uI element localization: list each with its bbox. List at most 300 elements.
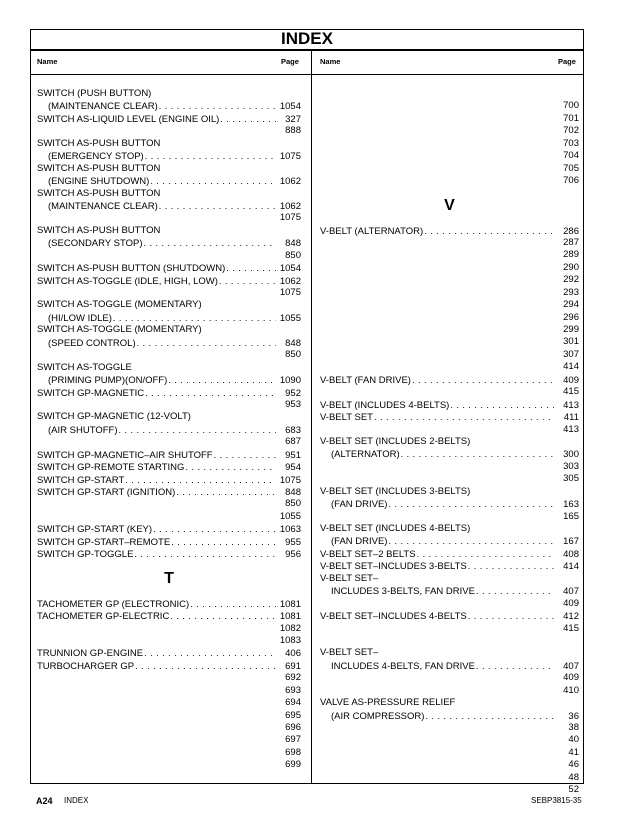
page-number: 692 bbox=[285, 672, 301, 684]
page-number: 52 bbox=[568, 784, 579, 796]
index-entry bbox=[37, 387, 301, 399]
page-number: 415 bbox=[563, 622, 579, 634]
page-number: 38 bbox=[568, 722, 579, 733]
entry-name: V-BELT SET bbox=[320, 412, 373, 424]
index-entry bbox=[37, 337, 301, 349]
index-entry bbox=[37, 225, 301, 237]
dot-leader bbox=[412, 374, 554, 386]
index-entry bbox=[320, 560, 579, 572]
entry-name: SWITCH AS-TOGGLE (MOMENTARY) bbox=[37, 299, 202, 311]
index-entry bbox=[37, 734, 301, 746]
right-page-header: Page bbox=[558, 57, 576, 66]
entry-name: V-BELT SET (INCLUDES 4-BELTS) bbox=[320, 523, 471, 534]
page-number: 703 bbox=[563, 137, 579, 149]
index-entry bbox=[320, 585, 579, 597]
page-number: 303 bbox=[563, 460, 579, 472]
index-entry bbox=[37, 125, 301, 137]
index-entry bbox=[37, 312, 301, 324]
page-number: 293 bbox=[563, 286, 579, 298]
page-number: 413 bbox=[563, 423, 579, 435]
index-entry bbox=[320, 100, 579, 112]
index-entry bbox=[37, 250, 301, 262]
page-number: 46 bbox=[568, 759, 579, 771]
page-number: 413 bbox=[563, 399, 579, 411]
index-entry bbox=[37, 474, 301, 486]
entry-name: SWITCH AS-PUSH BUTTON bbox=[37, 187, 161, 199]
entry-name: (AIR SHUTOFF) bbox=[48, 424, 118, 436]
index-entry bbox=[37, 647, 301, 659]
dot-leader bbox=[145, 387, 276, 399]
index-entry bbox=[37, 623, 301, 635]
entry-name: TACHOMETER GP-ELECTRIC bbox=[37, 611, 170, 623]
index-entry bbox=[320, 274, 579, 286]
entry-name: SWITCH GP-TOGGLE bbox=[37, 549, 134, 561]
entry-name: SWITCH GP-START (IGNITION) bbox=[37, 487, 176, 498]
page-number: 696 bbox=[285, 722, 301, 733]
dot-leader bbox=[374, 411, 554, 423]
dot-leader bbox=[153, 523, 276, 535]
page-number: 1075 bbox=[279, 474, 301, 486]
page-number: 408 bbox=[563, 548, 579, 560]
dot-leader bbox=[425, 710, 554, 722]
dot-leader bbox=[388, 498, 554, 510]
index-entry bbox=[37, 374, 301, 386]
page-number: 706 bbox=[563, 175, 579, 187]
footer-page-ref: A24 bbox=[36, 796, 53, 806]
index-entry bbox=[37, 548, 301, 560]
index-entry bbox=[37, 672, 301, 684]
entry-name: V-BELT SET–INCLUDES 4-BELTS bbox=[320, 611, 467, 623]
dot-leader bbox=[476, 660, 554, 672]
page-number: 287 bbox=[563, 236, 579, 248]
page-number: 848 bbox=[285, 337, 301, 349]
entry-name: SWITCH AS-PUSH BUTTON bbox=[37, 162, 161, 174]
page-title: INDEX bbox=[281, 29, 333, 48]
entry-name: V-BELT SET (INCLUDES 2-BELTS) bbox=[320, 435, 471, 447]
index-entry bbox=[320, 262, 579, 274]
page-number: 693 bbox=[285, 684, 301, 696]
dot-leader bbox=[137, 337, 276, 349]
entry-name: (ALTERNATOR) bbox=[331, 449, 400, 461]
page-number: 1063 bbox=[279, 524, 301, 536]
page-number: 296 bbox=[563, 311, 579, 323]
page-number: 700 bbox=[563, 100, 579, 112]
entry-name: V-BELT SET–2 BELTS bbox=[320, 548, 416, 560]
index-entry bbox=[320, 598, 579, 610]
page-number: 683 bbox=[285, 424, 301, 436]
entry-name: SWITCH (PUSH BUTTON) bbox=[37, 88, 152, 99]
entry-name: V-BELT SET–INCLUDES 3-BELTS bbox=[320, 561, 467, 573]
dot-leader bbox=[145, 150, 276, 162]
index-entry bbox=[37, 598, 301, 610]
page-number: 409 bbox=[563, 672, 579, 684]
index-entry bbox=[320, 237, 579, 249]
index-entry bbox=[37, 150, 301, 162]
index-entry bbox=[320, 623, 579, 635]
dot-leader bbox=[171, 536, 276, 548]
page-number: 951 bbox=[285, 449, 301, 461]
page-number: 286 bbox=[563, 225, 579, 237]
entry-name: SWITCH AS-PUSH BUTTON (SHUTDOWN) bbox=[37, 263, 226, 275]
index-entry bbox=[320, 461, 579, 473]
index-entry bbox=[37, 299, 301, 311]
entry-name: (EMERGENCY STOP) bbox=[48, 151, 144, 163]
page-number: 327 bbox=[285, 113, 301, 125]
page-number: 687 bbox=[285, 436, 301, 448]
dot-leader bbox=[168, 374, 276, 386]
dot-leader bbox=[185, 461, 276, 473]
page-number: 1075 bbox=[279, 212, 301, 224]
entry-name: (FAN DRIVE) bbox=[331, 536, 388, 548]
dot-leader bbox=[468, 610, 554, 622]
entry-name: SWITCH AS-PUSH BUTTON bbox=[37, 224, 161, 236]
dot-leader bbox=[113, 312, 276, 324]
page-number: 40 bbox=[568, 734, 579, 746]
dot-leader bbox=[176, 486, 276, 498]
page-number: 694 bbox=[285, 697, 301, 709]
page-number: 705 bbox=[563, 162, 579, 174]
entry-name: SWITCH GP-MAGNETIC–AIR SHUTOFF bbox=[37, 449, 213, 461]
dot-leader bbox=[135, 660, 276, 672]
entry-name: (FAN DRIVE) bbox=[331, 499, 388, 511]
entry-name: SWITCH AS-TOGGLE bbox=[37, 361, 132, 373]
index-entry bbox=[320, 710, 579, 722]
index-entry bbox=[37, 138, 301, 150]
entry-name: SWITCH GP-START (KEY) bbox=[37, 524, 153, 536]
entry-name: (SPEED CONTROL) bbox=[48, 337, 136, 349]
page-number: 1081 bbox=[279, 611, 301, 623]
index-entry bbox=[37, 449, 301, 461]
dot-leader bbox=[125, 474, 276, 486]
page-number: 695 bbox=[285, 709, 301, 721]
page-number: 850 bbox=[285, 349, 301, 361]
index-entry bbox=[37, 536, 301, 548]
dot-leader bbox=[170, 610, 276, 622]
index-entry bbox=[320, 610, 579, 622]
index-entry bbox=[320, 511, 579, 523]
page-number: 414 bbox=[563, 361, 579, 373]
page-number: 415 bbox=[563, 386, 579, 398]
index-entry bbox=[320, 647, 579, 659]
entry-name: SWITCH AS-PUSH BUTTON bbox=[37, 137, 161, 149]
index-entry bbox=[37, 660, 301, 672]
index-entry bbox=[320, 361, 579, 373]
index-entry bbox=[37, 747, 301, 759]
footer-doc-number: SEBP3815-35 bbox=[531, 796, 582, 805]
index-entry bbox=[320, 374, 579, 386]
page-number: 414 bbox=[563, 561, 579, 573]
footer-section: INDEX bbox=[64, 796, 89, 805]
index-entry bbox=[320, 113, 579, 125]
index-entry bbox=[320, 349, 579, 361]
page-number: 699 bbox=[285, 759, 301, 771]
index-entry bbox=[37, 163, 301, 175]
entry-name: (PRIMING PUMP)(ON/OFF) bbox=[48, 375, 168, 387]
entry-name: TURBOCHARGER GP bbox=[37, 660, 135, 672]
index-entry bbox=[320, 324, 579, 336]
dot-leader bbox=[119, 424, 277, 436]
entry-name: V-BELT SET (INCLUDES 3-BELTS) bbox=[320, 485, 471, 497]
right-index-column bbox=[320, 88, 579, 797]
dot-leader bbox=[220, 113, 276, 125]
index-entry bbox=[320, 548, 579, 560]
index-entry bbox=[320, 523, 579, 535]
page-number: 409 bbox=[563, 374, 579, 386]
index-entry bbox=[320, 697, 579, 709]
index-entry bbox=[37, 88, 301, 100]
page-number: 407 bbox=[563, 586, 579, 598]
page-number: 41 bbox=[568, 746, 579, 758]
index-entry bbox=[37, 362, 301, 374]
page-number: 406 bbox=[285, 648, 301, 660]
index-entry bbox=[320, 299, 579, 311]
entry-name: (HI/LOW IDLE) bbox=[48, 312, 112, 324]
dot-leader bbox=[468, 560, 554, 572]
page-number: 407 bbox=[563, 660, 579, 672]
page-number: 1082 bbox=[279, 622, 301, 634]
page-number: 850 bbox=[285, 498, 301, 510]
entry-name: V-BELT (FAN DRIVE) bbox=[320, 374, 411, 386]
page-number: 1054 bbox=[279, 101, 301, 113]
index-entry bbox=[37, 324, 301, 336]
page-number: 410 bbox=[563, 684, 579, 696]
index-entry bbox=[37, 710, 301, 722]
dot-leader bbox=[417, 548, 554, 560]
page-number: 1083 bbox=[279, 634, 301, 646]
dot-leader bbox=[214, 449, 276, 461]
entry-name: SWITCH GP-START bbox=[37, 474, 125, 486]
page-number: 691 bbox=[285, 660, 301, 672]
section-letter: V bbox=[444, 197, 455, 214]
page-number: 704 bbox=[563, 150, 579, 162]
page-number: 954 bbox=[285, 462, 301, 474]
index-entry bbox=[37, 461, 301, 473]
index-entry bbox=[320, 784, 579, 796]
page-number: 292 bbox=[563, 274, 579, 286]
page-number: 290 bbox=[563, 261, 579, 273]
title-rule bbox=[31, 49, 583, 51]
index-entry bbox=[37, 635, 301, 647]
index-entry bbox=[37, 610, 301, 622]
page-number: 702 bbox=[563, 125, 579, 137]
entry-name: INCLUDES 3-BELTS, FAN DRIVE bbox=[331, 586, 475, 598]
index-entry bbox=[320, 573, 579, 585]
index-entry bbox=[320, 722, 579, 734]
index-entry bbox=[37, 424, 301, 436]
page-number: 848 bbox=[285, 238, 301, 250]
dot-leader bbox=[144, 237, 277, 249]
index-entry bbox=[320, 535, 579, 547]
dot-leader bbox=[134, 548, 276, 560]
dot-leader bbox=[450, 399, 554, 411]
index-entry bbox=[37, 100, 301, 112]
dot-leader bbox=[159, 100, 276, 112]
page-number: 1055 bbox=[279, 312, 301, 324]
page-number: 1075 bbox=[279, 151, 301, 163]
entry-name: V-BELT SET– bbox=[320, 572, 379, 584]
index-entry bbox=[37, 697, 301, 709]
index-entry bbox=[320, 436, 579, 448]
entry-name: INCLUDES 4-BELTS, FAN DRIVE bbox=[331, 660, 475, 672]
page-number: 48 bbox=[568, 771, 579, 783]
entry-name: SWITCH GP-MAGNETIC bbox=[37, 387, 145, 399]
index-entry bbox=[37, 486, 301, 498]
page-number: 850 bbox=[285, 249, 301, 261]
page-number: 289 bbox=[563, 249, 579, 261]
page-number: 888 bbox=[285, 125, 301, 137]
index-entry bbox=[37, 237, 301, 249]
index-entry bbox=[37, 113, 301, 125]
page-number: 163 bbox=[563, 499, 579, 511]
dot-leader bbox=[476, 585, 554, 597]
page-number: 952 bbox=[285, 387, 301, 399]
entry-name: SWITCH AS-LIQUID LEVEL (ENGINE OIL) bbox=[37, 113, 220, 125]
index-entry bbox=[320, 399, 579, 411]
entry-name: SWITCH AS-TOGGLE (IDLE, HIGH, LOW) bbox=[37, 275, 218, 287]
entry-name: SWITCH AS-TOGGLE (MOMENTARY) bbox=[37, 324, 202, 336]
dot-leader bbox=[144, 647, 276, 659]
index-entry bbox=[320, 772, 579, 784]
entry-name: SWITCH GP-MAGNETIC (12-VOLT) bbox=[37, 411, 191, 423]
page-number: 165 bbox=[563, 510, 579, 522]
index-entry bbox=[37, 511, 301, 523]
page-number: 409 bbox=[563, 597, 579, 609]
index-entry bbox=[37, 436, 301, 448]
entry-name: V-BELT (ALTERNATOR) bbox=[320, 225, 424, 237]
index-entry bbox=[320, 498, 579, 510]
index-entry bbox=[320, 759, 579, 771]
column-divider bbox=[311, 50, 312, 783]
page-number: 299 bbox=[563, 324, 579, 335]
page-number: 1075 bbox=[279, 287, 301, 298]
page-number: 701 bbox=[563, 112, 579, 124]
index-entry bbox=[37, 349, 301, 361]
index-entry bbox=[320, 225, 579, 237]
page-number: 1081 bbox=[279, 598, 301, 610]
page-number: 1062 bbox=[279, 275, 301, 287]
header-rule bbox=[31, 74, 583, 75]
index-entry bbox=[320, 672, 579, 684]
entry-name: VALVE AS-PRESSURE RELIEF bbox=[320, 697, 456, 709]
index-entry bbox=[37, 200, 301, 212]
index-entry bbox=[320, 386, 579, 398]
index-entry bbox=[37, 188, 301, 200]
dot-leader bbox=[388, 535, 554, 547]
index-entry bbox=[320, 486, 579, 498]
entry-name: (AIR COMPRESSOR) bbox=[331, 710, 425, 722]
index-entry bbox=[320, 138, 579, 150]
entry-name: V-BELT (INCLUDES 4-BELTS) bbox=[320, 399, 450, 411]
index-entry bbox=[37, 399, 301, 411]
index-entry bbox=[320, 734, 579, 746]
index-entry bbox=[37, 722, 301, 734]
index-entry bbox=[320, 411, 579, 423]
page-number: 697 bbox=[285, 734, 301, 746]
index-entry bbox=[37, 759, 301, 771]
entry-name: SWITCH GP-REMOTE STARTING bbox=[37, 462, 185, 474]
page-number: 294 bbox=[563, 299, 579, 311]
index-entry bbox=[37, 498, 301, 510]
dot-leader bbox=[424, 225, 554, 237]
dot-leader bbox=[150, 175, 276, 187]
index-entry bbox=[37, 523, 301, 535]
index-entry bbox=[320, 249, 579, 261]
page-number: 1055 bbox=[279, 510, 301, 522]
index-entry bbox=[320, 336, 579, 348]
page-number: 301 bbox=[563, 336, 579, 348]
page-number: 698 bbox=[285, 746, 301, 758]
dot-leader bbox=[219, 275, 276, 287]
spacer-row bbox=[320, 635, 579, 647]
spacer-row bbox=[320, 88, 579, 100]
page-number: 167 bbox=[563, 536, 579, 548]
entry-name: TRUNNION GP-ENGINE bbox=[37, 648, 144, 660]
dot-leader bbox=[401, 448, 554, 460]
page-number: 848 bbox=[285, 487, 301, 498]
index-entry bbox=[320, 747, 579, 759]
index-entry bbox=[37, 685, 301, 697]
entry-name: (MAINTENANCE CLEAR) bbox=[48, 200, 158, 212]
page-number: 1062 bbox=[279, 200, 301, 212]
entry-name: SWITCH GP-START–REMOTE bbox=[37, 536, 171, 548]
left-page-header: Page bbox=[281, 57, 299, 66]
page-number: 955 bbox=[285, 536, 301, 548]
entry-name: (ENGINE SHUTDOWN) bbox=[48, 176, 150, 188]
page-number: 956 bbox=[285, 549, 301, 561]
page-number: 411 bbox=[563, 412, 579, 424]
page-number: 953 bbox=[285, 398, 301, 410]
entry-name: (MAINTENANCE CLEAR) bbox=[48, 101, 158, 113]
entry-name: (SECONDARY STOP) bbox=[48, 238, 143, 250]
left-index-column bbox=[37, 88, 301, 772]
index-entry bbox=[320, 287, 579, 299]
index-entry bbox=[37, 411, 301, 423]
index-entry bbox=[320, 448, 579, 460]
dot-leader bbox=[159, 200, 276, 212]
index-entry bbox=[320, 150, 579, 162]
page-number: 412 bbox=[563, 611, 579, 623]
page-number: 1054 bbox=[279, 263, 301, 275]
index-entry bbox=[320, 685, 579, 697]
page-number: 300 bbox=[563, 449, 579, 461]
index-entry bbox=[37, 175, 301, 187]
index-entry bbox=[37, 275, 301, 287]
section-letter: T bbox=[164, 570, 174, 588]
index-entry bbox=[37, 287, 301, 299]
page-number: 1062 bbox=[279, 176, 301, 188]
index-entry bbox=[37, 212, 301, 224]
entry-name: V-BELT SET– bbox=[320, 647, 379, 659]
dot-leader bbox=[226, 262, 276, 274]
index-entry bbox=[320, 125, 579, 137]
right-name-header: Name bbox=[320, 57, 341, 66]
index-entry bbox=[320, 175, 579, 187]
index-entry bbox=[320, 424, 579, 436]
page-number: 305 bbox=[563, 473, 579, 485]
index-frame bbox=[30, 29, 584, 796]
left-name-header: Name bbox=[37, 57, 58, 66]
index-entry bbox=[320, 473, 579, 485]
page-number: 307 bbox=[563, 348, 579, 360]
entry-name: TACHOMETER GP (ELECTRONIC) bbox=[37, 598, 190, 610]
page-number: 36 bbox=[568, 710, 579, 722]
index-entry bbox=[320, 312, 579, 324]
dot-leader bbox=[190, 598, 276, 610]
index-entry bbox=[320, 163, 579, 175]
page-number: 1090 bbox=[279, 375, 301, 387]
index-entry bbox=[37, 262, 301, 274]
index-entry bbox=[320, 660, 579, 672]
